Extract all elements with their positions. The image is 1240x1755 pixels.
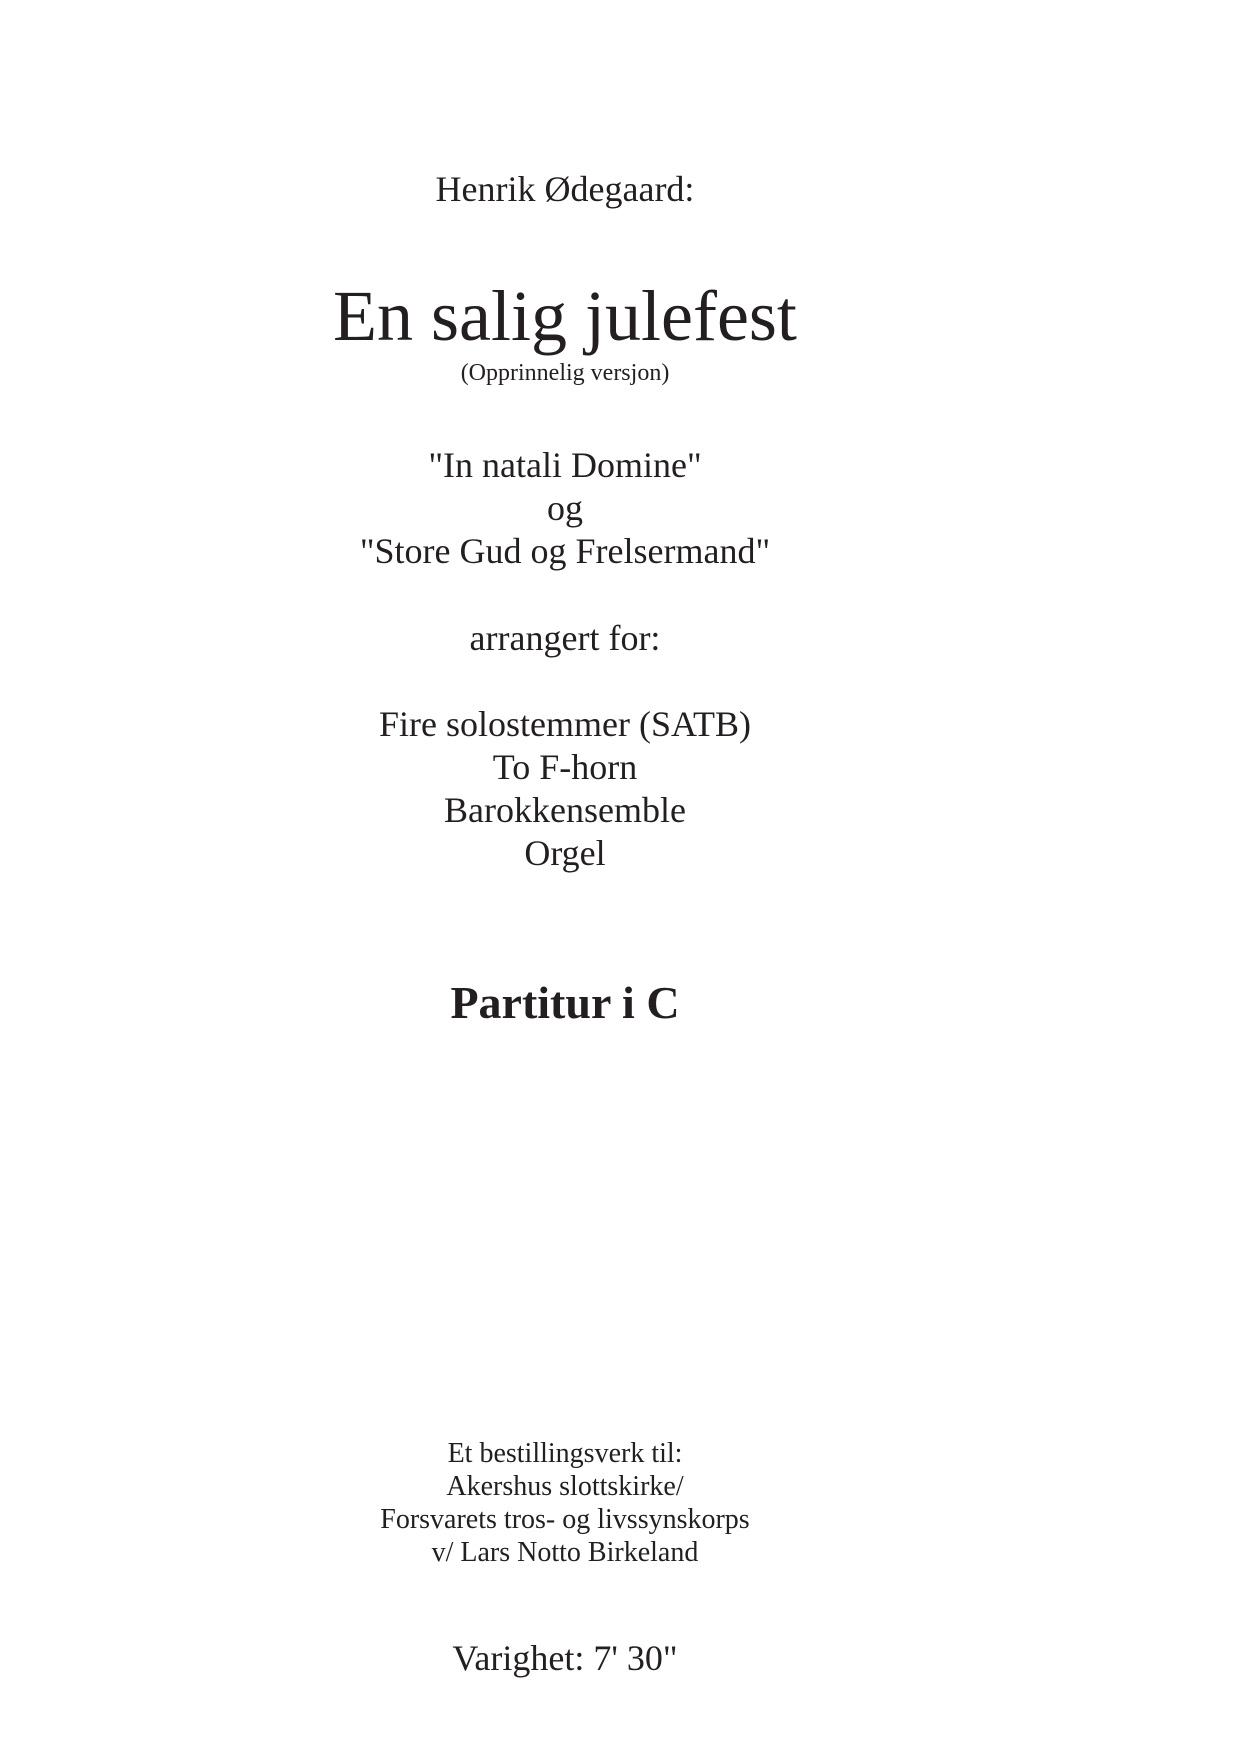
arranged-for-label: arrangert for: bbox=[469, 618, 661, 658]
duration-label: Varighet: 7' 30" bbox=[452, 1638, 678, 1678]
version-note: (Opprinnelig versjon) bbox=[460, 360, 670, 386]
commission-line: Forsvarets tros- og livssynskorps bbox=[380, 1504, 750, 1535]
instrumentation-item: To F-horn bbox=[492, 747, 638, 787]
work-line-2: og bbox=[547, 488, 583, 528]
work-line-1: "In natali Domine" bbox=[428, 445, 702, 485]
work-title: En salig julefest bbox=[333, 276, 797, 356]
work-line-3: "Store Gud og Frelsermand" bbox=[359, 531, 771, 571]
composer-name: Henrik Ødegaard: bbox=[435, 169, 695, 209]
commission-line: v/ Lars Notto Birkeland bbox=[431, 1537, 699, 1568]
score-label: Partitur i C bbox=[450, 977, 680, 1028]
commission-line: Et bestillingsverk til: bbox=[447, 1438, 683, 1469]
instrumentation-item: Barokkensemble bbox=[444, 790, 686, 830]
instrumentation-item: Fire solostemmer (SATB) bbox=[379, 704, 751, 744]
instrumentation-item: Orgel bbox=[524, 833, 606, 873]
commission-line: Akershus slottskirke/ bbox=[446, 1471, 684, 1502]
